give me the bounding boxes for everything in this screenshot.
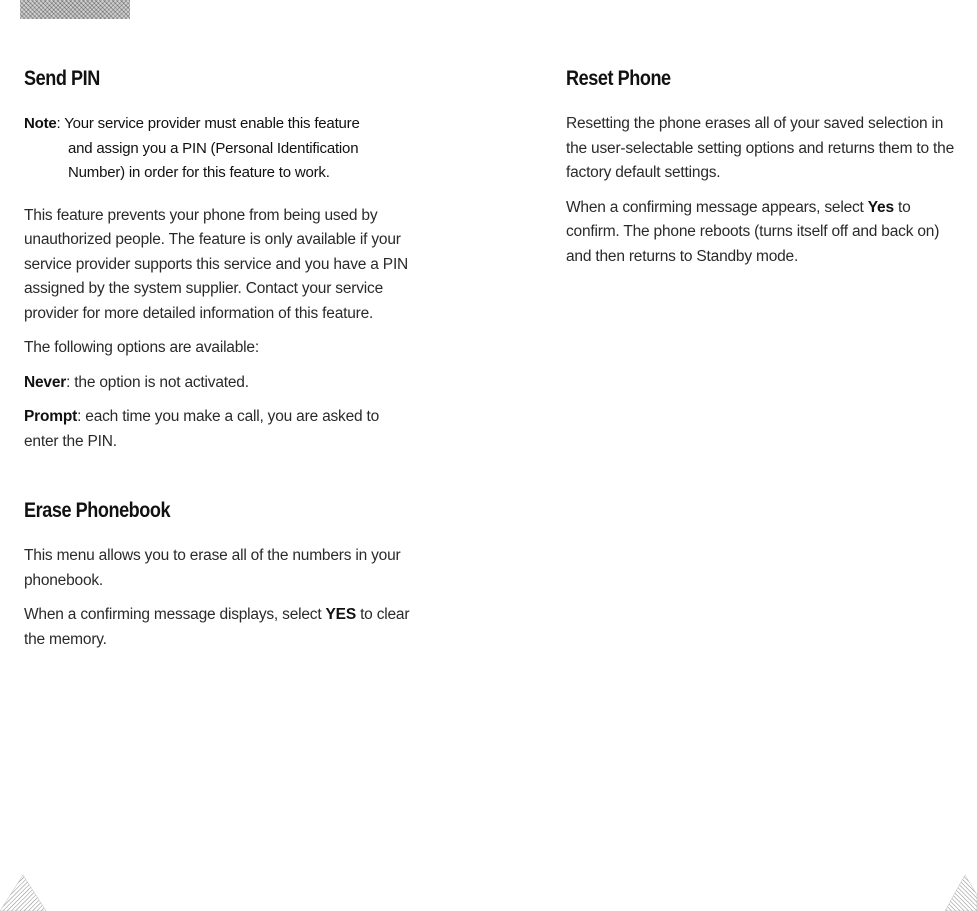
option-never — [24, 371, 414, 396]
send-pin-note — [24, 112, 414, 186]
left-column — [24, 66, 414, 662]
note-text-line-3: Number) in order for this feature to work. — [68, 164, 330, 181]
option-never-label: Never — [24, 373, 67, 391]
option-prompt-label: Prompt — [24, 408, 78, 425]
reset-phone-section — [566, 66, 966, 269]
note-label: Note — [24, 115, 57, 132]
reset-confirm-text-b: to confirm. The phone reboots (turns itself off and back on) and then returns to Standby mode. — [566, 198, 940, 265]
erase-confirm-text-b: to clear the memory. — [24, 606, 410, 648]
header-tab-decoration — [20, 0, 130, 19]
reset-phone-description: Resetting the phone erases all of your saved selection in the user-selectable setting options and returns them to the factory default settings. — [566, 115, 954, 181]
erase-phonebook-section — [24, 498, 414, 652]
send-pin-options-intro: The following options are available: — [24, 339, 259, 356]
reset-confirm-text-a: When a confirming message appears, select — [566, 198, 868, 216]
reset-phone-heading: Reset Phone — [566, 67, 671, 90]
corner-triangle-left-icon — [0, 871, 46, 911]
erase-confirm-text-a: When a confirming message displays, select — [24, 606, 326, 623]
erase-phonebook-confirm — [24, 603, 414, 652]
note-text-line-1: : Your service provider must enable this feature — [56, 115, 360, 132]
reset-confirm-yes: Yes — [867, 198, 894, 216]
send-pin-heading: Send PIN — [24, 67, 100, 90]
erase-confirm-yes: YES — [325, 606, 356, 623]
reset-phone-confirm — [566, 196, 966, 270]
corner-triangle-right-icon — [941, 871, 977, 911]
option-prompt — [24, 405, 414, 454]
option-prompt-text: : each time you make a call, you are asked to enter the PIN. — [24, 408, 380, 450]
right-column — [566, 66, 966, 279]
note-text-line-2: and assign you a PIN (Personal Identification — [68, 139, 359, 157]
option-never-text: : the option is not activated. — [66, 373, 249, 391]
send-pin-description: This feature prevents your phone from being used by unauthorized people. The feature is only available if your service provider supports this service and you have a PIN assigned by the system supplier. Contact your service provider for more detailed information of this feature. — [24, 206, 409, 322]
send-pin-section — [24, 66, 414, 454]
erase-phonebook-description: This menu allows you to erase all of the numbers in your phonebook. — [24, 547, 401, 589]
erase-phonebook-heading: Erase Phonebook — [24, 499, 171, 522]
